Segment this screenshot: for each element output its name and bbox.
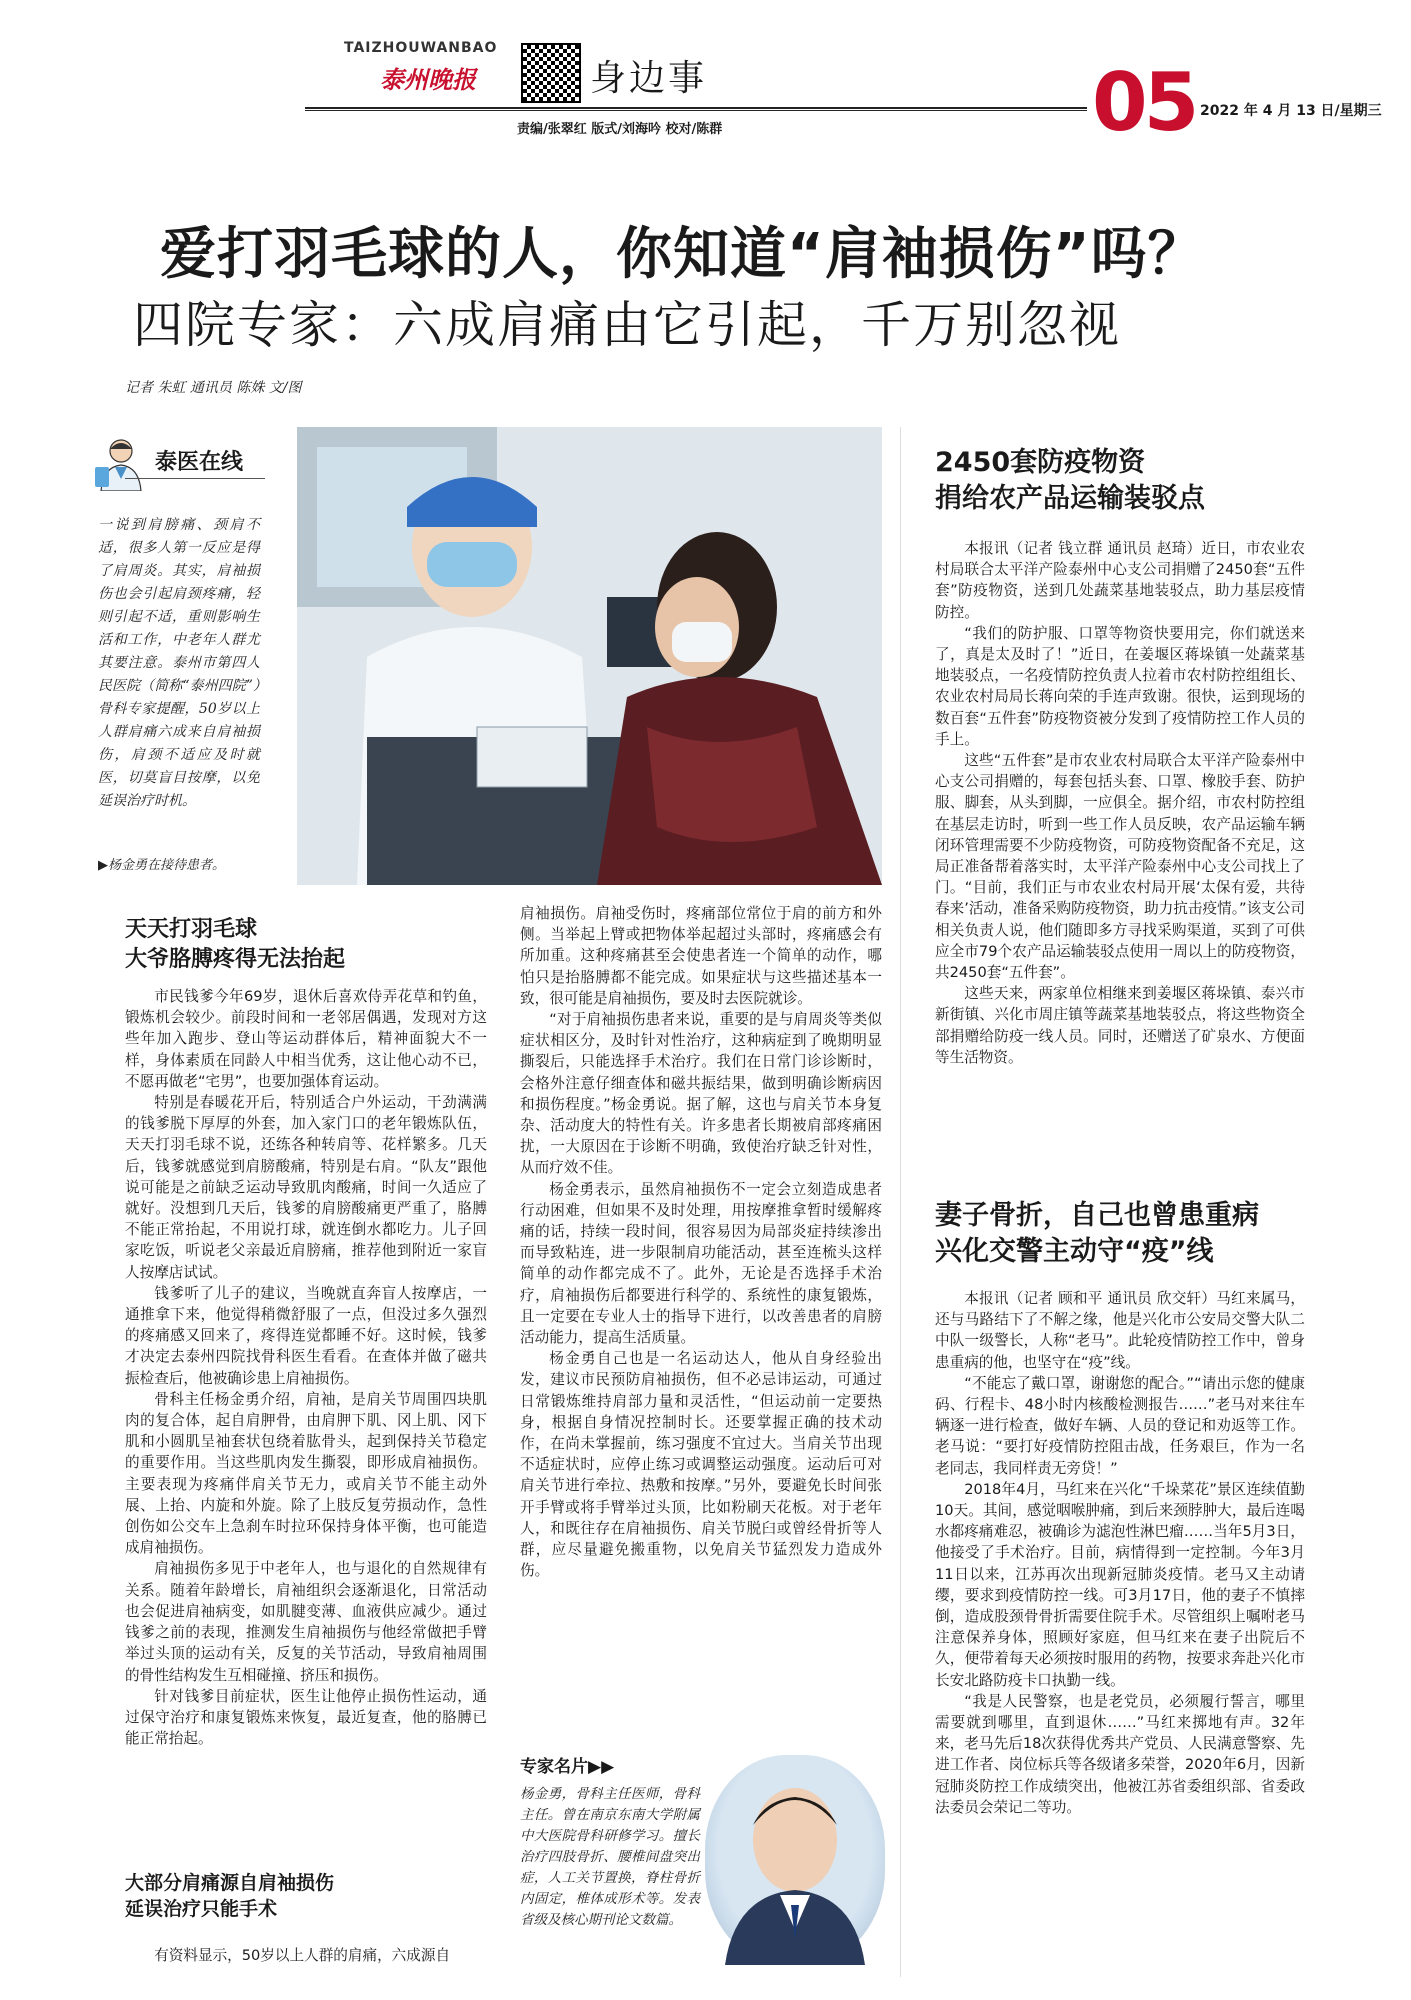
column-tag-rule [125, 478, 265, 479]
editor-credits: 责编/张翠红 版式/刘海吟 校对/陈群 [517, 122, 723, 137]
paragraph: “对于肩袖损伤患者来说，重要的是与肩周炎等类似症状相区分，及时针对性治疗，这种病症到了晚期明显撕裂后，只能选择手术治疗。我们在日常门诊诊断时，会格外注意仔细查体和磁共振结果，做到明确诊断病因和损伤程度。”杨金勇说。据了解，这也与肩关节本身复杂、活动度大的特性有关。许多患者长期被肩部疼痛困扰，一大原因在于诊断不明确，致使治疗缺乏针对性，从而疗效不佳。 [520, 1011, 882, 1177]
paragraph: “我是人民警察，也是老党员，必须履行誓言，哪里需要就到哪里，直到退休……”马红来掷地有声。32年来，老马先后18次获得优秀共产党员、人民满意警察、先进工作者、岗位标兵等各级诸多荣誉，2020年6月，因新冠肺炎防控工作成绩突出，他被江苏省委组织部、省委政法委员会荣记二等功。 [935, 1692, 1305, 1816]
paragraph: 特别是春暖花开后，特别适合户外运动，干劲满满的钱爹脱下厚厚的外套，加入家门口的老年锻炼队伍，天天打羽毛球不说，还练各种转肩等、花样繁多。几天后，钱爹就感觉到肩膀酸痛，特别是右肩。“队友”跟他说可能是之前缺乏运动导致肌肉酸痛，时间一久适应了就好。没想到几天后，钱爹的肩膀酸痛更严重了，胳膊不能正常抬起，不用说打球，就连倒水都吃力。儿子回家吃饭，听说老父亲最近肩膀痛，推荐他到附近一家盲人按摩店试试。 [125, 1094, 487, 1281]
lead-subheadline: 四院专家：六成肩痛由它引起，千万别忽视 [133, 296, 1121, 354]
photo-caption: ▶杨金勇在接待患者。 [98, 858, 225, 873]
section-heading-1: 天天打羽毛球 大爷胳膊疼得无法抬起 [125, 917, 346, 972]
news-photo [297, 427, 882, 885]
story3-title: 妻子骨折，自己也曾患重病 兴化交警主动守“疫”线 [935, 1200, 1259, 1267]
expert-bio: 杨金勇，骨科主任医师，骨科主任。曾在南京东南大学附属中大医院骨科研修学习。擅长治疗四肢骨折、腰椎间盘突出症，人工关节置换，脊柱骨折内固定，椎体成形术等。发表省级及核心期刊论文数篇。 [520, 1786, 700, 1928]
article-column-2 [520, 903, 882, 1582]
paragraph: 有资料显示，50岁以上人群的肩痛，六成源自 [154, 1947, 451, 1964]
brand-logo: 泰州晚报 [380, 65, 476, 94]
column-divider [900, 427, 901, 1977]
paragraph: 肩袖损伤。肩袖受伤时，疼痛部位常位于肩的前方和外侧。当举起上臂或把物体举起超过头部时，疼痛感会有所加重。这种疼痛甚至会使患者连一个简单的动作，哪怕只是抬胳膊都不能完成。如果症状与这些描述基本一致，很可能是肩袖损伤，要及时去医院就诊。 [520, 905, 882, 1007]
lead-headline: 爱打羽毛球的人，你知道“肩袖损伤”吗？ [160, 222, 1205, 287]
expert-card-tag: 专家名片▶▶ [520, 1757, 615, 1777]
paragraph: 这些天来，两家单位相继来到姜堰区蒋垛镇、泰兴市新街镇、兴化市周庄镇等蔬菜基地装驳点，将这些物资全部捐赠给防疫一线人员。同时，还赠送了矿泉水、方便面等生活物资。 [935, 985, 1305, 1066]
article-column-1-tail [125, 1945, 487, 1966]
expert-portrait [705, 1755, 885, 1965]
issue-date: 2022 年 4 月 13 日/星期三 [1200, 103, 1382, 119]
qr-code-icon[interactable] [521, 43, 581, 103]
paragraph: 本报讯（记者 钱立群 通讯员 赵琦）近日，市农业农村局联合太平洋产险泰州中心支公司捐赠了2450套“五件套”防疫物资，送到几处蔬菜基地装驳点，助力基层疫情防控。 [935, 540, 1305, 621]
paragraph: “不能忘了戴口罩，谢谢您的配合。”“请出示您的健康码、行程卡、48小时内核酸检测报告……”老马对来往车辆逐一进行检查，做好车辆、人员的登记和劝返等工作。老马说：“要打好疫情防控阻击战，任务艰巨，作为一名老同志，我同样责无旁贷！” [935, 1374, 1305, 1477]
story3-body [935, 1288, 1305, 1818]
paragraph: 钱爹听了儿子的建议，当晚就直奔盲人按摩店，一通推拿下来，他觉得稍微舒服了一点，但没过多久强烈的疼痛感又回来了，疼得连觉都睡不好。这时候，钱爹才决定去泰州四院找骨科医生看看。在查体并做了磁共振检查后，他被确诊患上肩袖损伤。 [125, 1284, 487, 1387]
section-heading-2: 大部分肩痛源自肩袖损伤 延误治疗只能手术 [125, 1872, 335, 1920]
story2-body [935, 538, 1305, 1068]
paragraph: 杨金勇表示，虽然肩袖损伤不一定会立刻造成患者行动困难，但如果不及时处理，用按摩推拿暂时缓解疼痛的话，持续一段时间，很容易因为局部炎症持续渗出而导致粘连，进一步限制肩功能活动，甚至连梳头这样简单的动作都完成不了。此外，无论是否选择手术治疗，肩袖损伤后都要进行科学的、系统性的康复锻炼，且一定要在专业人士的指导下进行，以改善患者的肩膀活动能力，提高生活质量。 [520, 1180, 882, 1347]
paragraph: 本报讯（记者 顾和平 通讯员 欣交轩）马红来属马，还与马路结下了不解之缘，他是兴化市公安局交警大队二中队一级警长，人称“老马”。此轮疫情防控工作中，曾身患重病的他，也坚守在“疫”线。 [935, 1290, 1305, 1371]
article-column-1 [125, 986, 487, 1749]
masthead-rule-thin [305, 110, 1087, 111]
doctor-icon [95, 437, 147, 491]
paragraph: 市民钱爹今年69岁，退休后喜欢侍弄花草和钓鱼，锻炼机会较少。前段时间和一老邻居偶遇，发现对方这些年加入跑步、登山等运动群体后，精神面貌大不一样，身体素质在同龄人中相当优秀，这让他心动不已，不愿再做老“宅男”，也要加强体育运动。 [125, 988, 487, 1090]
story2-title: 2450套防疫物资 捐给农产品运输装驳点 [935, 447, 1205, 514]
paragraph: 这些“五件套”是市农业农村局联合太平洋产险泰州中心支公司捐赠的，每套包括头套、口罩、橡胶手套、防护服、脚套，从头到脚，一应俱全。据介绍，市农村防控组在基层走访时，听到一些工作人员反映，农产品运输车辆闭环管理需要不少防疫物资，可防疫物资配备不充足，这局正准备帮着落实时，太平洋产险泰州中心支公司找上了门。“目前，我们正与市农业农村局开展‘太保有爱，共待春来’活动，准备采购防疫物资，助力抗击疫情。”该支公司相关负责人说，他们随即多方寻找采购渠道，买到了可供应全市79个农产品运输装驳点使用一周以上的防疫物资，共2450套“五件套”。 [935, 752, 1305, 982]
paragraph: “我们的防护服、口罩等物资快要用完，你们就送来了，真是太及时了！”近日，在姜堰区蒋垛镇一处蔬菜基地装驳点，一名疫情防控负责人拉着市农村防控组组长、农业农村局局长蒋向荣的手连声致谢。很快，运到现场的数百套“五件套”防疫物资被分发到了疫情防控工作人员的手上。 [935, 624, 1305, 748]
paragraph: 2018年4月，马红来在兴化“千垛菜花”景区连续值勤10天。其间，感觉咽喉肿痛，到后来颈脖肿大，最后连喝水都疼痛难忍，被确诊为滤泡性淋巴瘤……当年5月3日，他接受了手术治疗。目前，病情得到一定控制。今年3月11日以来，江苏再次出现新冠肺炎疫情。老马又主动请缨，要求到疫情防控一线。可3月17日，他的妻子不慎摔倒，造成股颈骨骨折需要住院手术。尽管组织上嘱咐老马注意保养身体，照顾好家庭，但马红来在妻子出院后不久，便带着每天必须按时服用的药物，按要求奔赴兴化市长安北路防疫卡口执勤一线。 [935, 1480, 1305, 1689]
section-title: 身边事 [590, 58, 708, 99]
paragraph: 杨金勇自己也是一名运动达人，他从自身经验出发，建议市民预防肩袖损伤，但不必忌讳运动，可通过日常锻炼维持肩部力量和灵活性，“但运动前一定要热身，根据自身情况控制时长。还要掌握正确的技术动作，在尚未掌握前，练习强度不宜过大。当肩关节出现不适症状时，应停止练习或调整运动强度。运动后可对肩关节进行牵拉、热敷和按摩。”另外，要避免长时间张开手臂或将手臂举过头顶，比如粉刷天花板。对于老年人，和既往存在肩袖损伤、肩关节脱臼或曾经骨折等人群，应尽量避免搬重物，以免肩关节猛烈发力造成外伤。 [520, 1350, 882, 1580]
brand-english: TAIZHOUWANBAO [344, 40, 498, 56]
lead-intro: 一说到肩膀痛、颈肩不适，很多人第一反应是得了肩周炎。其实，肩袖损伤也会引起肩颈疼痛，轻则引起不适，重则影响生活和工作，中老年人群尤其要注意。泰州市第四人民医院（简称“泰州四院”）骨科专家提醒，50岁以上人群肩痛六成来自肩袖损伤，肩颈不适应及时就医，切莫盲目按摩，以免延误治疗时机。 [98, 517, 260, 809]
page-number: 05 [1092, 56, 1196, 149]
lead-byline: 记者 朱虹 通讯员 陈姝 文/图 [125, 380, 302, 396]
masthead-rule [305, 107, 1087, 109]
paragraph: 针对钱爹目前症状，医生让他停止损伤性运动，通过保守治疗和康复锻炼来恢复，最近复查，他的胳膊已能正常抬起。 [125, 1687, 487, 1748]
paragraph: 肩袖损伤多见于中老年人，也与退化的自然规律有关系。随着年龄增长，肩袖组织会逐渐退化，日常活动也会促进肩袖病变，如肌腱变薄、血液供应减少。通过钱爹之前的表现，推测发生肩袖损伤与他经常做把手臂举过头顶的运动有关，反复的关节活动，导致肩袖周围的骨性结构发生互相碰撞、挤压和损伤。 [125, 1560, 487, 1684]
paragraph: 骨科主任杨金勇介绍，肩袖，是肩关节周围四块肌肉的复合体，起自肩胛骨，由肩胛下肌、冈上肌、冈下肌和小圆肌呈袖套状包绕着肱骨头，起到保持关节稳定的重要作用。当这些肌肉发生撕裂，即形成肩袖损伤。主要表现为疼痛伴肩关节无力，或肩关节不能主动外展、上抬、内旋和外旋。除了上肢反复劳损动作，急性创伤如公交车上急刹车时拉环保持身体平衡，也可能造成肩袖损伤。 [125, 1390, 487, 1557]
column-tag: 泰医在线 [155, 450, 244, 475]
